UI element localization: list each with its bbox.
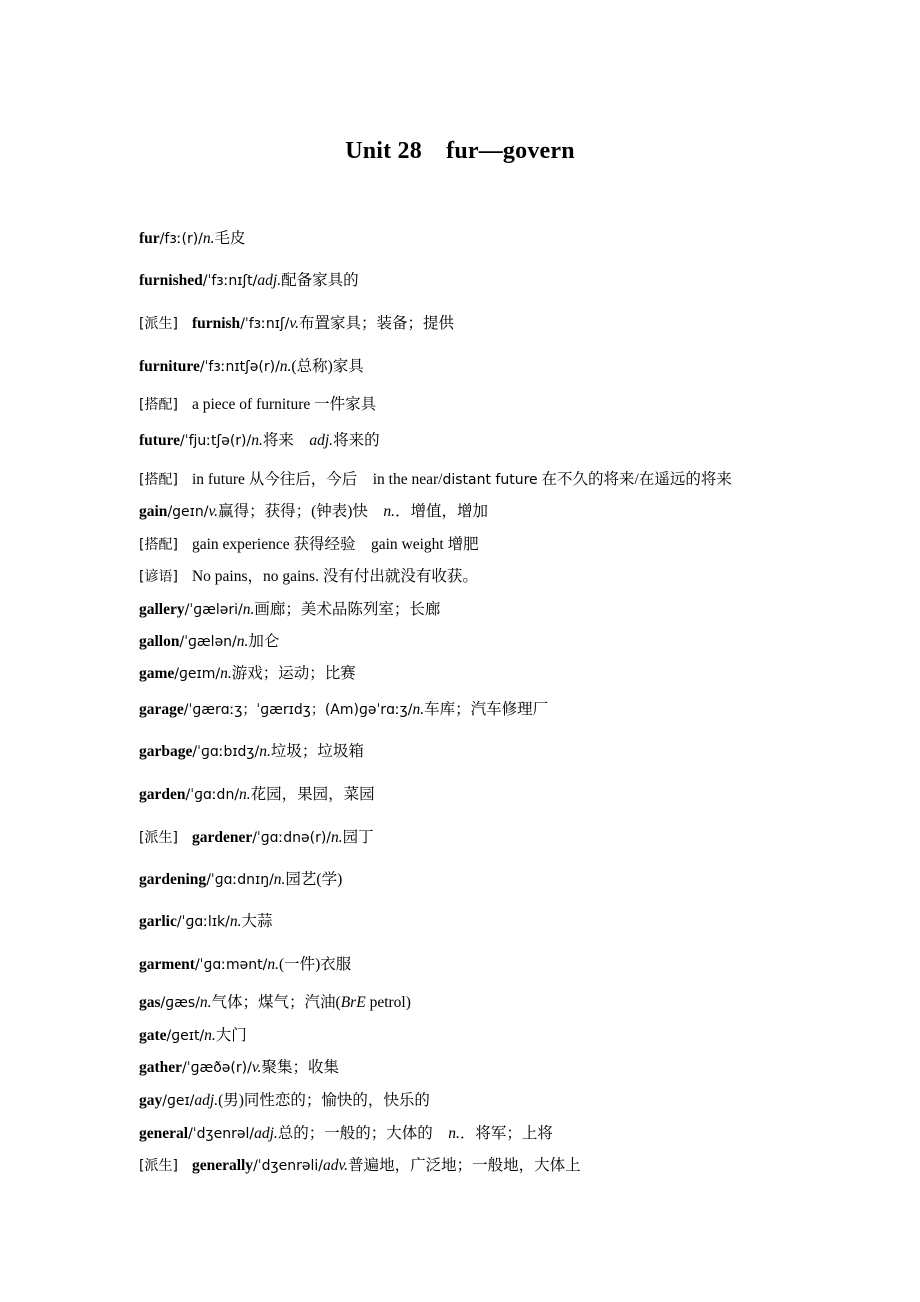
definition: (总称)家具 (291, 358, 364, 375)
phonetic: /ˈfɜːnɪʃ/ (240, 316, 290, 332)
phonetic: /ˈdʒenrəl/ (188, 1126, 255, 1142)
vocab-entry (139, 1156, 899, 1176)
entry-text: in future 从今往后，今后 in the near/ (191, 471, 443, 488)
definition: 大蒜 (241, 913, 273, 930)
phonetic: /ˈɡæləri/ (184, 602, 243, 618)
headword: furnished (139, 272, 203, 289)
headword: garbage (139, 743, 193, 760)
definition: 毛皮 (214, 230, 246, 247)
vocab-entry (139, 912, 899, 932)
entry-tag: [搭配] (139, 537, 178, 553)
phonetic: /ˈɡæðə(r)/ (182, 1060, 252, 1076)
definition: 加仑 (248, 633, 280, 650)
definition: 垃圾；垃圾箱 (270, 743, 364, 760)
phonetic: /ˈɡɑːdnɪŋ/ (206, 872, 274, 888)
definition: ．将军；上将 (459, 1125, 553, 1142)
part-of-speech: BrE (340, 994, 366, 1011)
phonetic: /ˈɡɑːmənt/ (194, 957, 268, 973)
headword: gain (139, 503, 168, 520)
definition: 聚集；收集 (261, 1059, 339, 1076)
vocab-entry (139, 395, 899, 415)
vocab-entry (139, 993, 899, 1013)
part-of-speech: adj. (254, 1125, 278, 1142)
vocab-entry (139, 632, 899, 652)
phonetic: /ɡæs/ (160, 995, 200, 1011)
headword: furnish (191, 315, 241, 332)
definition: 总的；一般的；大体的 (277, 1125, 449, 1142)
phonetic: /fɜː(r)/ (159, 231, 203, 247)
part-of-speech: n. (242, 601, 255, 618)
part-of-speech: adj. (257, 272, 282, 289)
phonetic: /geɪn/ (167, 504, 209, 520)
vocab-entry (139, 314, 899, 334)
entry-tag: [派生] (139, 830, 178, 846)
part-of-speech: n. (383, 503, 396, 520)
definition: 赢得；获得；(钟表)快 (218, 503, 384, 520)
vocab-entry (139, 664, 899, 684)
headword: garment (139, 956, 195, 973)
definition: 花园，果园，菜园 (250, 786, 375, 803)
phonetic: /ˈɡærɑːʒ；ˈɡærɪdʒ；(Am)ɡəˈrɑːʒ/ (183, 702, 413, 718)
headword: gardener (191, 829, 253, 846)
phonetic: /ˈɡælən/ (179, 634, 237, 650)
headword: gas (139, 994, 161, 1011)
definition: 画廊；美术品陈列室；长廊 (254, 601, 441, 618)
vocab-entry (139, 828, 899, 848)
definition: 将来 (262, 432, 310, 449)
phonetic: /ˈɡɑːlɪk/ (176, 914, 230, 930)
part-of-speech: n. (239, 786, 251, 803)
vocab-entry (139, 870, 899, 890)
phonetic: /ˈɡɑːdnə(r)/ (252, 830, 332, 846)
entry-text: 在不久的将来/在遥远的将来 (537, 471, 732, 488)
part-of-speech: n. (331, 829, 343, 846)
entry-text: gain experience 获得经验 gain weight 增肥 (191, 536, 479, 553)
headword: gather (139, 1059, 183, 1076)
part-of-speech: n. (199, 994, 212, 1011)
vocab-entry (139, 955, 899, 975)
headword: general (139, 1125, 189, 1142)
headword: gallery (139, 601, 185, 618)
vocab-entry (139, 431, 899, 451)
part-of-speech: n. (229, 913, 242, 930)
definition: 气体；煤气；汽油( (211, 994, 341, 1011)
part-of-speech: n. (412, 701, 425, 718)
part-of-speech: v. (251, 1059, 262, 1076)
vocab-entry (139, 1124, 899, 1144)
entry-tag: [派生] (139, 1158, 178, 1174)
headword: furniture (139, 358, 200, 375)
phonetic: /ˈfɜːnɪʃt/ (202, 273, 258, 289)
vocab-entry (139, 1026, 899, 1046)
vocab-entry (139, 785, 899, 805)
vocab-entry (139, 600, 899, 620)
headword: garage (139, 701, 184, 718)
vocab-entry (139, 700, 899, 720)
vocab-entry (139, 1091, 899, 1111)
phonetic: /ˈɡɑːbɪdʒ/ (192, 744, 260, 760)
headword: gallon (139, 633, 180, 650)
part-of-speech: adv. (322, 1157, 349, 1174)
part-of-speech: n. (448, 1125, 460, 1142)
entry-tag: [谚语] (139, 569, 178, 585)
part-of-speech: n. (236, 633, 249, 650)
entry-tag: [搭配] (139, 397, 178, 413)
part-of-speech: n. (267, 956, 279, 973)
phonetic: /ˈfɜːnɪtʃə(r)/ (199, 359, 280, 375)
part-of-speech: n. (279, 358, 292, 375)
entry-tag: [派生] (139, 316, 178, 332)
definition: 车库；汽车修理厂 (424, 701, 549, 718)
part-of-speech: adj. (194, 1092, 219, 1109)
definition: 配备家具的 (281, 272, 359, 289)
part-of-speech: adj. (309, 432, 334, 449)
definition: 游戏；运动；比赛 (231, 665, 356, 682)
headword: garden (139, 786, 186, 803)
headword: gay (139, 1092, 163, 1109)
vocab-entry (139, 357, 899, 377)
phonetic: /ɡeɪt/ (166, 1028, 205, 1044)
part-of-speech: n. (251, 432, 263, 449)
headword: gate (139, 1027, 167, 1044)
definition: (一件)衣服 (278, 956, 352, 973)
vocab-entry (139, 271, 899, 291)
part-of-speech: n. (273, 871, 286, 888)
definition: 普遍地，广泛地；一般地，大体上 (348, 1157, 581, 1174)
definition: 园丁 (342, 829, 374, 846)
entry-tag: [搭配] (139, 472, 178, 488)
vocab-entry (139, 567, 899, 587)
definition: 布置家具；装备；提供 (298, 315, 454, 332)
headword: future (139, 432, 181, 449)
entry-text: a piece of furniture 一件家具 (191, 396, 377, 413)
definition: (男)同性恋的；愉快的，快乐的 (218, 1092, 430, 1109)
part-of-speech: v. (208, 503, 219, 520)
vocab-entry (139, 470, 899, 490)
phonetic: /ˈfjuːtʃə(r)/ (180, 433, 252, 449)
entry-text: distant future (442, 472, 538, 488)
part-of-speech: n. (220, 665, 232, 682)
headword: garlic (139, 913, 177, 930)
part-of-speech: n. (259, 743, 271, 760)
vocab-entry (139, 502, 899, 522)
vocab-entry (139, 1058, 899, 1078)
part-of-speech: v. (289, 315, 299, 332)
part-of-speech: n. (202, 230, 215, 247)
headword: game (139, 665, 175, 682)
headword: fur (139, 230, 160, 247)
page-title: Unit 28 fur—govern (345, 138, 575, 164)
definition: 大门 (215, 1027, 247, 1044)
vocab-entry (139, 229, 899, 249)
definition: 园艺(学) (285, 871, 343, 888)
vocab-entry (139, 535, 899, 555)
phonetic: /ˈɡɑːdn/ (185, 787, 240, 803)
definition: ．增值，增加 (395, 503, 489, 520)
vocab-entry (139, 742, 899, 762)
phonetic: /ˈdʒenrəli/ (253, 1158, 323, 1174)
phonetic: /ɡeɪm/ (174, 666, 221, 682)
part-of-speech: n. (204, 1027, 216, 1044)
headword: generally (191, 1157, 254, 1174)
headword: gardening (139, 871, 207, 888)
definition: 将来的 (333, 432, 380, 449)
phonetic: /ɡeɪ/ (162, 1093, 195, 1109)
entry-text: No pains，no gains. 没有付出就没有收获。 (191, 568, 478, 585)
definition: petrol) (365, 994, 411, 1011)
